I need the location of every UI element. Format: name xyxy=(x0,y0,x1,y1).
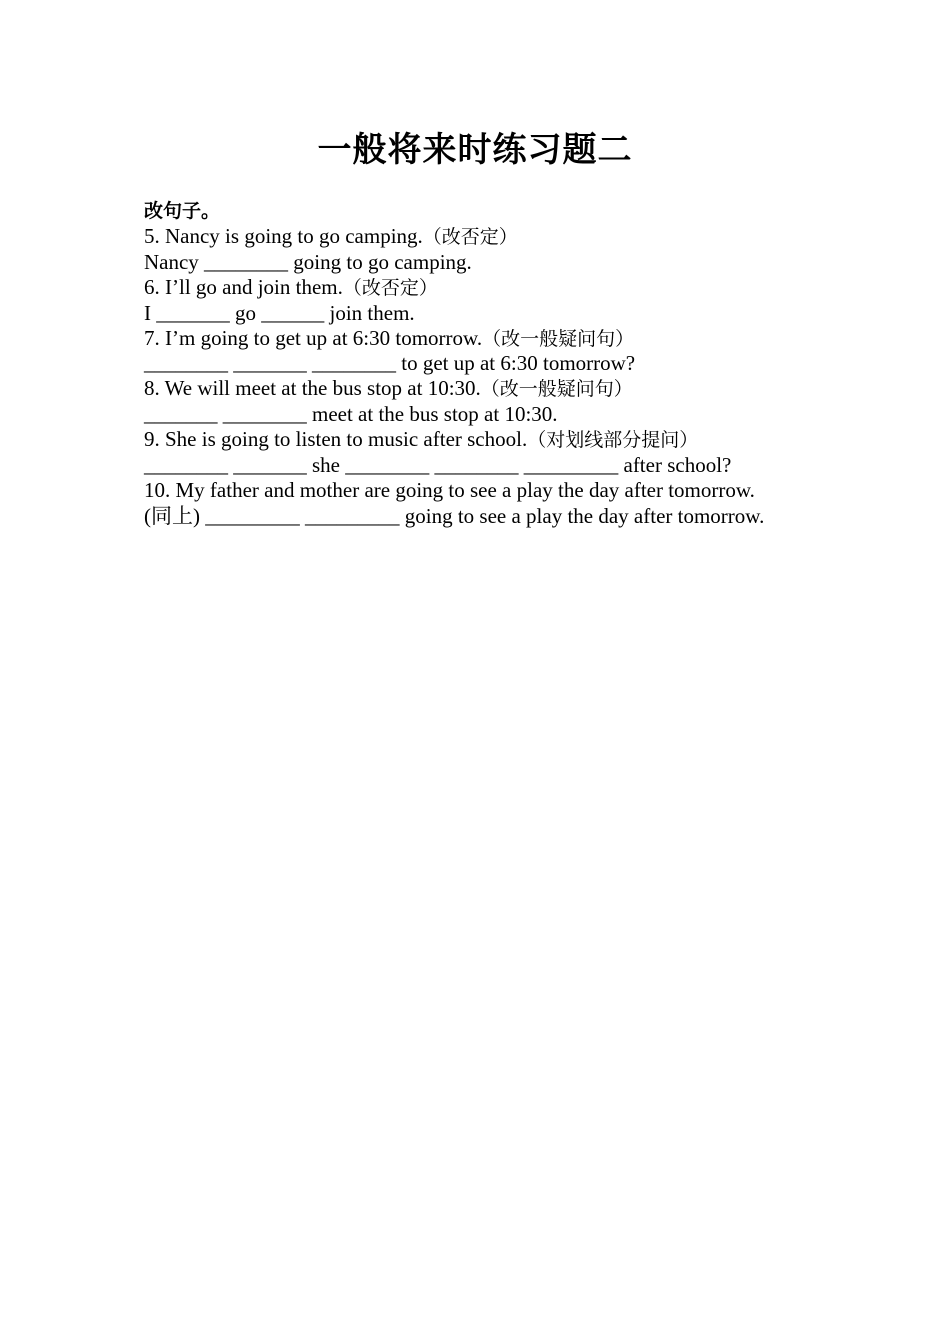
answer-line: ________ _______ she ________ ________ _________ after school? xyxy=(144,453,732,478)
section-heading: 改句子。 xyxy=(144,200,221,222)
question-prompt xyxy=(144,275,924,301)
question-prompt xyxy=(144,224,924,250)
prompt-text: 5. Nancy is going to go camping. xyxy=(144,223,423,248)
question-prompt xyxy=(144,376,924,402)
instruction-note: （对划线部分提问） xyxy=(527,429,699,452)
answer-line: (同上) _________ _________ going to see a play the day after tomorrow. xyxy=(144,503,765,528)
instruction-note: （改否定） xyxy=(342,276,438,299)
instruction-note: （改一般疑问句） xyxy=(480,378,633,401)
question-prompt xyxy=(144,326,924,352)
prompt-text: 9. She is going to listen to music after school. xyxy=(144,427,528,452)
question-prompt xyxy=(144,427,924,453)
answer-line: _______ ________ meet at the bus stop at 10:30. xyxy=(144,402,558,427)
page-title: 一般将来时练习题二 xyxy=(317,130,633,170)
answer-line: I _______ go ______ join them. xyxy=(144,300,415,325)
question-prompt xyxy=(144,478,924,504)
prompt-text: 10. My father and mother are going to see a play the day after tomorrow. xyxy=(144,477,755,502)
answer-line: Nancy ________ going to go camping. xyxy=(144,249,472,274)
instruction-note: （改一般疑问句） xyxy=(482,327,635,350)
exercise-section xyxy=(144,199,924,529)
prompt-text: 8. We will meet at the bus stop at 10:30. xyxy=(144,376,481,401)
prompt-text: 7. I’m going to get up at 6:30 tomorrow. xyxy=(144,325,483,350)
instruction-note: （改否定） xyxy=(422,225,518,248)
prompt-text: 6. I’ll go and join them. xyxy=(144,274,343,299)
answer-line: ________ _______ ________ to get up at 6:30 tomorrow? xyxy=(144,351,636,376)
